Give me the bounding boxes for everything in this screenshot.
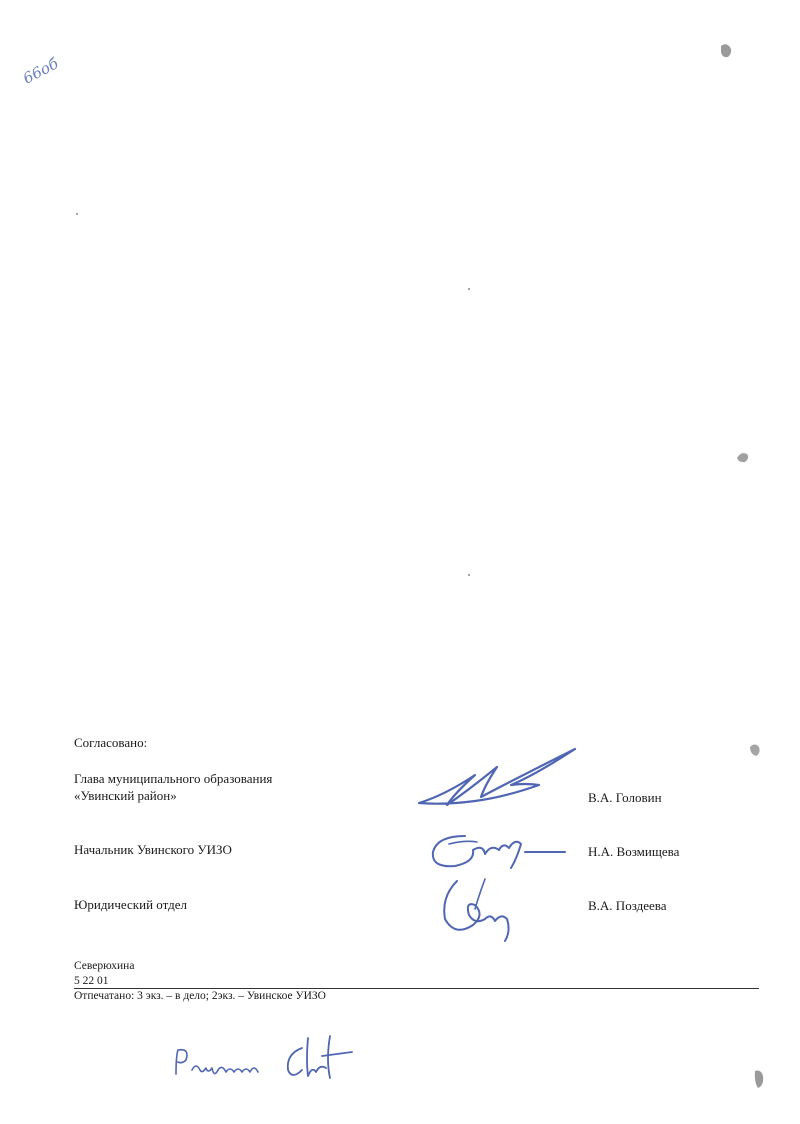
- executor-name: Северюхина: [74, 960, 135, 972]
- signatory-position: Начальник Увинского УИЗО: [74, 842, 232, 857]
- footer-divider: [74, 988, 759, 989]
- signature-pozdeeva: [435, 875, 535, 945]
- scan-dot: [468, 288, 470, 290]
- signatory-name: В.А. Поздеева: [588, 898, 667, 913]
- signatory-position: «Увинский район»: [74, 788, 177, 803]
- received-handwritten-signature: [170, 1030, 370, 1090]
- signatory-name: Н.А. Возмищева: [588, 844, 680, 859]
- signature-golovin: [415, 745, 585, 815]
- scan-speck-low: [748, 742, 758, 752]
- scan-dot: [468, 574, 470, 576]
- executor-phone: 5 22 01: [74, 975, 109, 987]
- scan-dot: [76, 213, 78, 215]
- scan-speck-mid: [735, 450, 745, 460]
- printed-copies-note: Отпечатано: 3 экз. – в дело; 2экз. – Увинское УИЗО: [74, 990, 326, 1002]
- scan-speck-top: [718, 42, 728, 52]
- approved-label: Согласовано:: [74, 735, 148, 750]
- signatory-position: Глава муниципального образования: [74, 771, 273, 786]
- signature-vozmishcheva: [425, 822, 575, 877]
- signatory-name: В.А. Головин: [588, 790, 662, 805]
- signatory-position: Юридический отдел: [74, 897, 187, 912]
- scan-speck-bottom: [752, 1068, 762, 1078]
- corner-handwritten-note: 66об: [19, 54, 62, 88]
